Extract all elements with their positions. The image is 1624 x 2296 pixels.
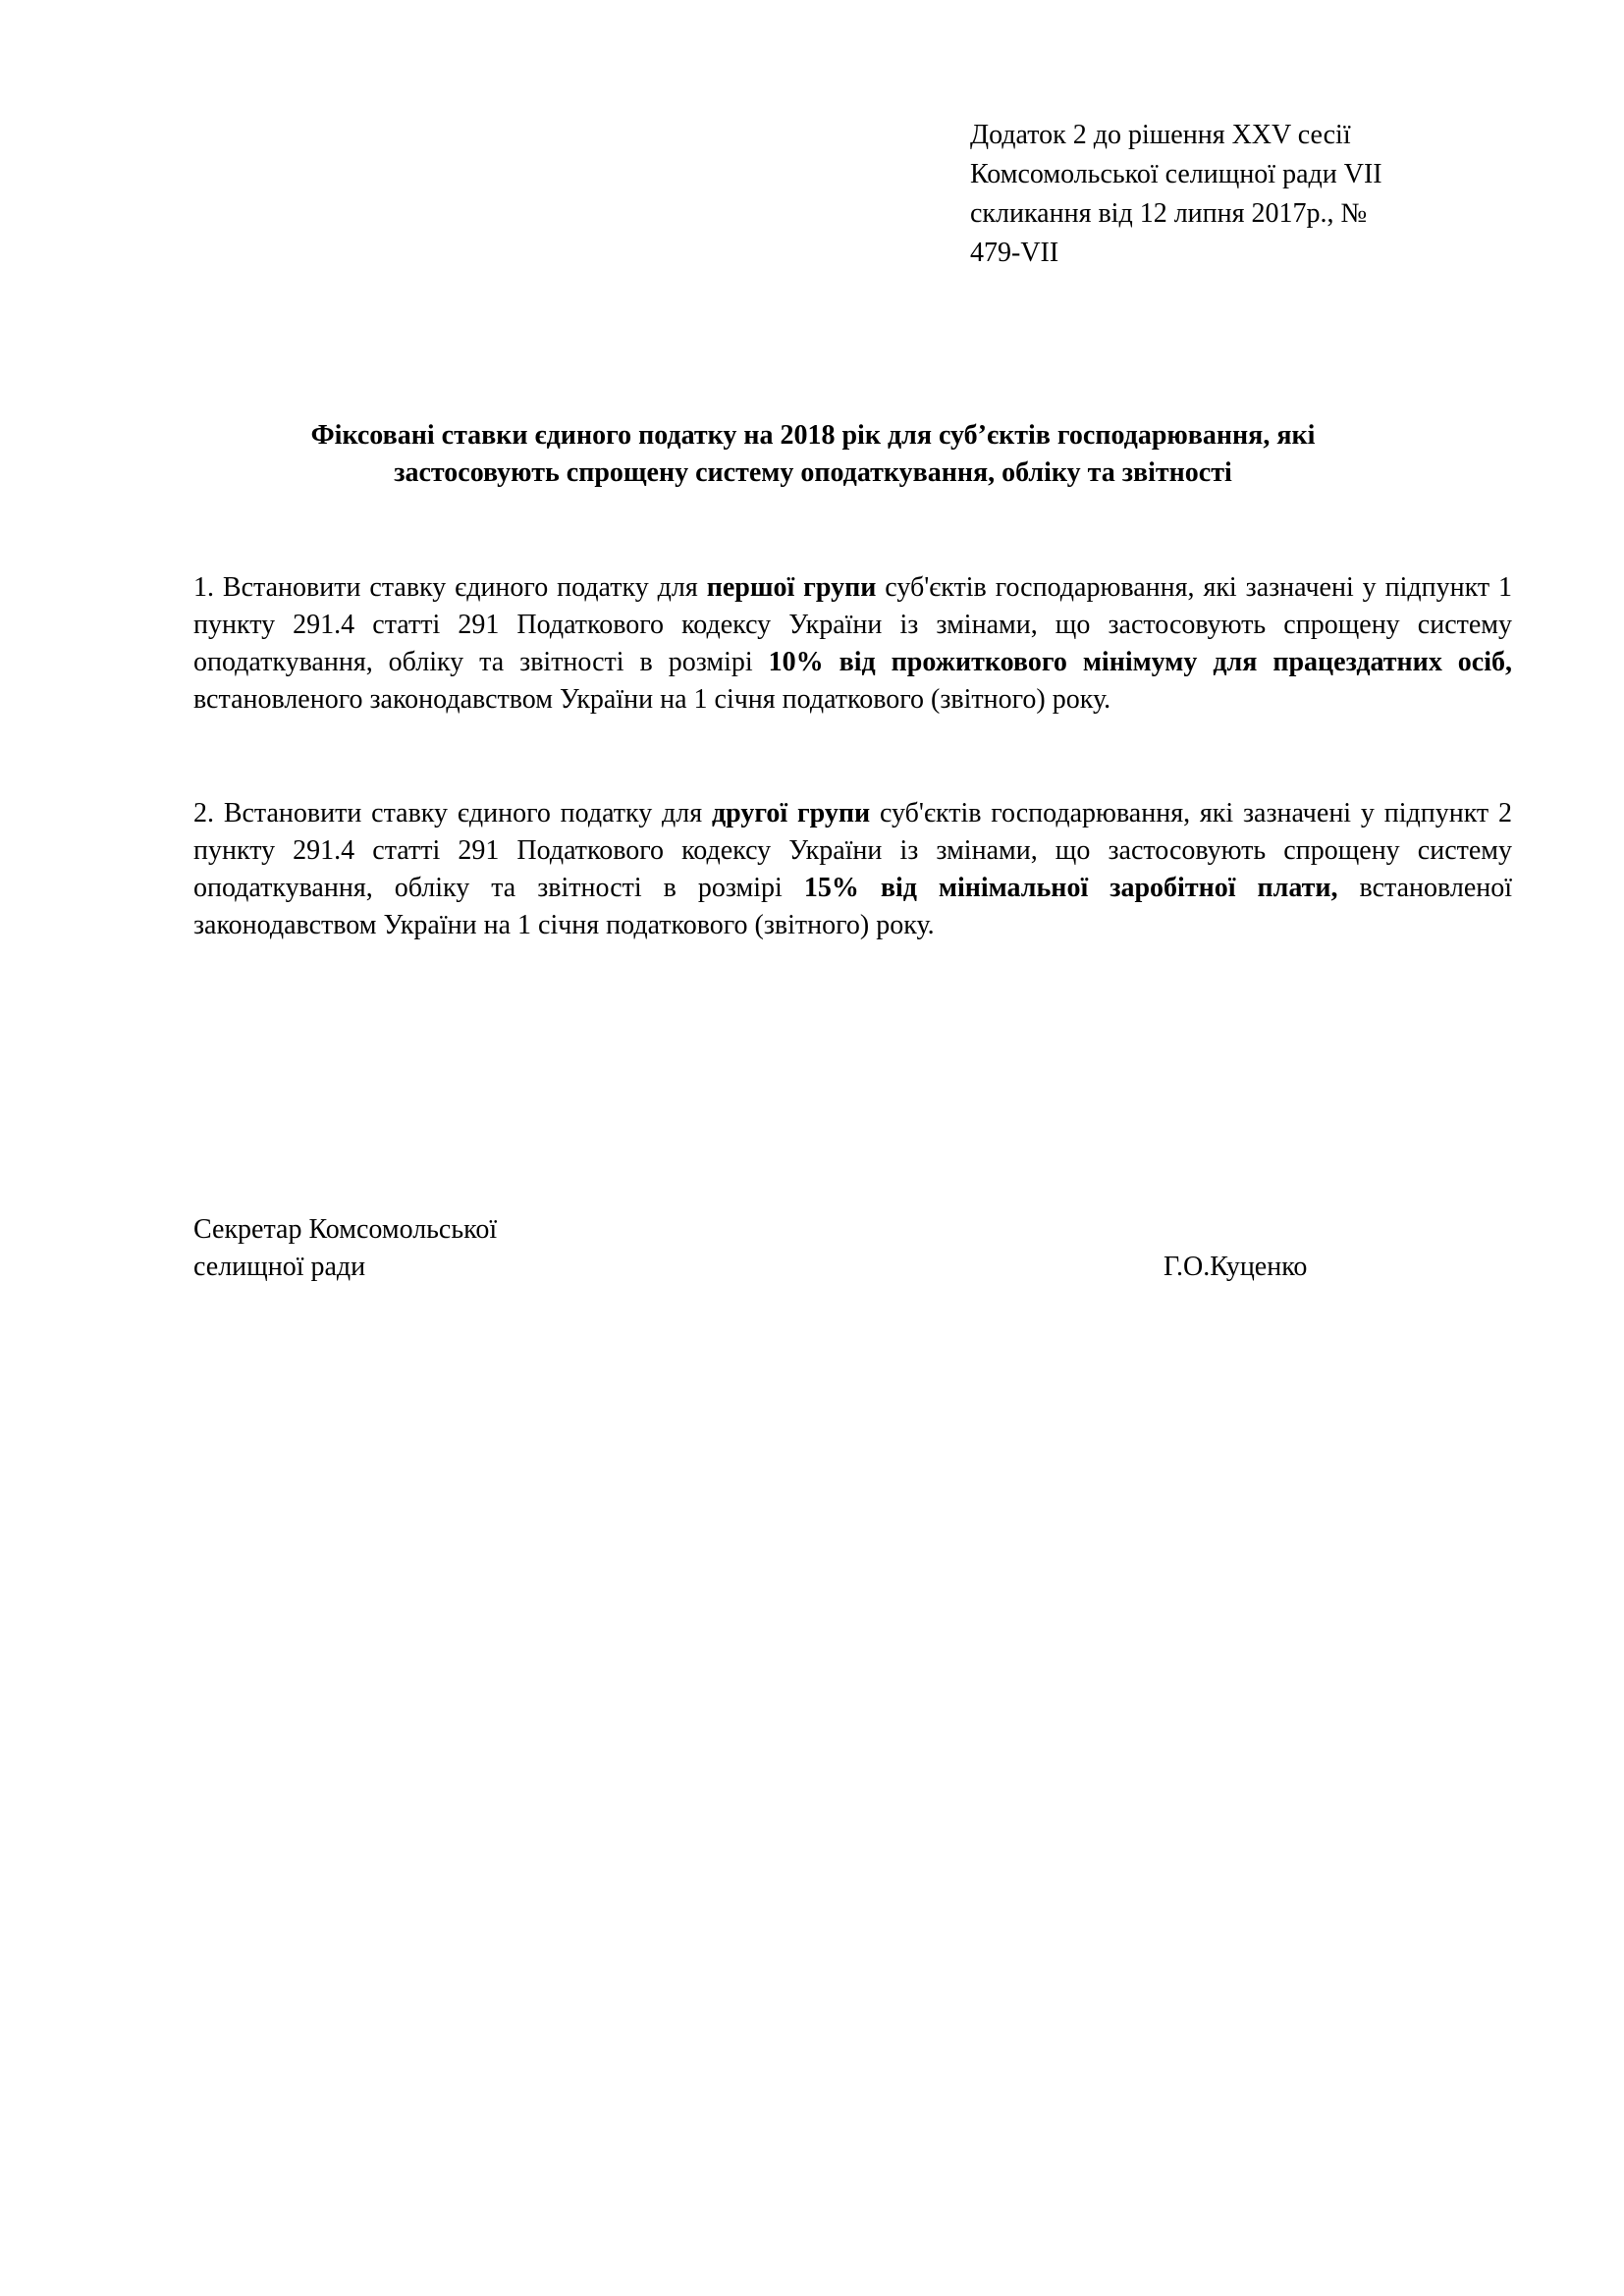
paragraph-bold-text: другої групи (711, 798, 871, 828)
paragraph-text: суб'єктів господарювання, які зазначені у підпункт 1 пункту 291.4 статті 291 Податкового кодексу України із змінами, що застосовують спрощену систему оподаткування, обліку та звітності в розмірі (193, 572, 1513, 677)
appendix-line: Комсомольської селищної ради VII (970, 159, 1382, 189)
paragraph-text: встановленого законодавством України на 1 січня податкового (звітного) року. (193, 684, 1111, 715)
appendix-line: скликання від 12 липня 2017р., № (970, 198, 1368, 229)
appendix-note (970, 116, 1490, 273)
title-line: Фіксовані ставки єдиного податку на 2018 рік для суб’єктів господарювання, які (310, 420, 1316, 451)
paragraph-bold-text: 15% від мінімальної заробітної плати, (803, 873, 1338, 903)
paragraph-bold-text: 10% від прожиткового мінімуму для працездатних осіб, (768, 647, 1512, 677)
paragraph-text: встановленої законодавством України на 1 січня податкового (звітного) року. (193, 873, 1513, 940)
appendix-line: Додаток 2 до рішення XXV сесії (970, 120, 1351, 150)
signatory-name: Г.О.Куценко (1164, 1252, 1308, 1282)
signatory-position: селищної ради (193, 1252, 366, 1282)
paragraph-text: суб'єктів господарювання, які зазначені у підпункт 2 пункту 291.4 статті 291 Податкового кодексу України із змінами, що застосовують спрощену систему оподаткування, обліку та звітності в розмірі (193, 798, 1512, 903)
paragraph-second-group (193, 795, 1512, 944)
document-title (193, 417, 1433, 492)
title-line: застосовують спрощену систему оподаткування, обліку та звітності (394, 457, 1232, 488)
paragraph-text: 2. Встановити ставку єдиного податку для (193, 798, 712, 828)
signatory-position: Секретар Комсомольської (193, 1214, 498, 1245)
paragraph-text: 1. Встановити ставку єдиного податку для (193, 572, 707, 603)
signature-block (193, 1211, 1512, 1286)
paragraph-bold-text: першої групи (706, 572, 877, 603)
paragraph-first-group (193, 569, 1512, 719)
appendix-line: 479-VII (970, 238, 1059, 268)
